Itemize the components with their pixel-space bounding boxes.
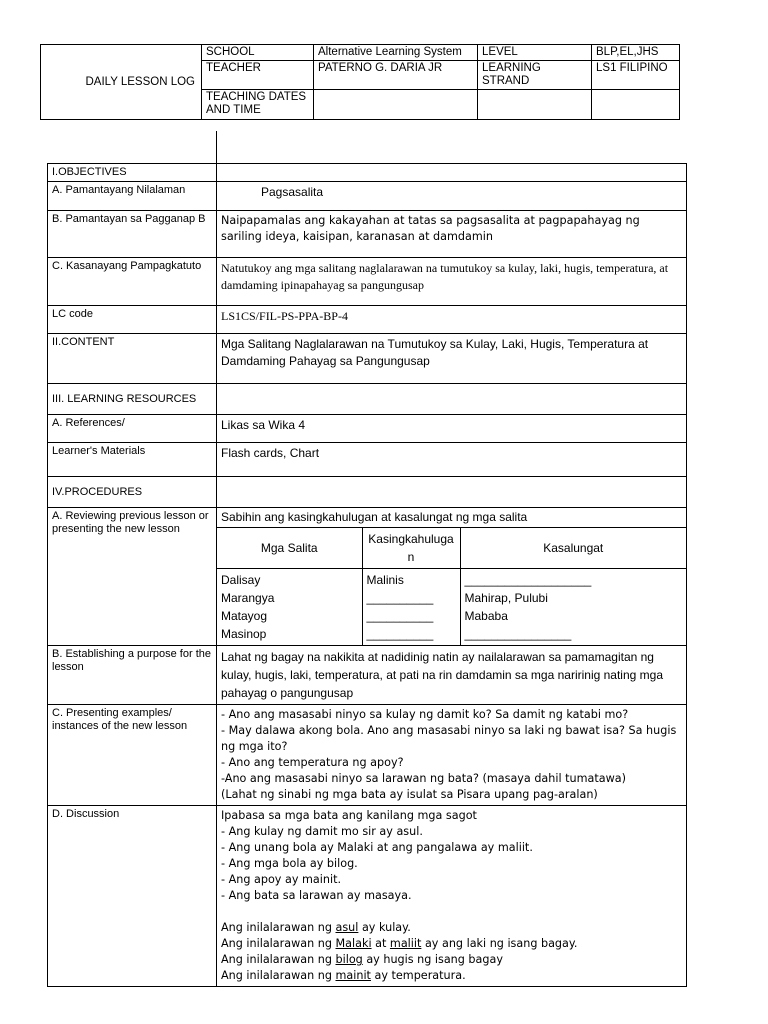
vocab-antonyms [460,569,686,646]
lc-code-value: LS1CS/FIL-PS-PPA-BP-4 [217,306,687,334]
vocab-synonym: __________ [366,609,434,623]
dates-value [314,90,478,120]
strand-value: LS1 FILIPINO [592,61,680,90]
summary-text: Ang inilalarawan ng [221,969,336,982]
discussion-line: Ipabasa sa mga bata ang kanilang mga sagot [221,809,477,822]
discussion-line: - Ang mga bola ay bilog. [221,857,358,870]
vocab-word: Dalisay [221,573,261,587]
content-label: II.CONTENT [48,334,217,384]
purpose-label: B. Establishing a purpose for the lesson [48,646,217,705]
references-value: Likas sa Wika 4 [217,415,687,443]
example-line: - Ano ang temperatura ng apoy? [221,756,404,769]
learner-materials-value: Flash cards, Chart [217,443,687,477]
document-title: DAILY LESSON LOG [41,45,202,120]
vocab-word: Matayog [221,609,268,623]
vocab-header-antonyms: Kasalungat [460,528,686,569]
vocab-table [217,528,686,645]
discussion-value [217,806,687,987]
vocab-word: Marangya [221,591,275,605]
vocab-antonym: Mababa [464,609,508,623]
summary-text: at [371,937,390,950]
lesson-table [47,163,687,987]
vocab-antonym: ___________________ [464,573,592,587]
underlined-word: bilog [335,953,363,966]
discussion-spacer [221,904,682,920]
examples-label: C. Presenting examples/ instances of the new lesson [48,705,217,806]
summary-text: Ang inilalarawan ng [221,953,336,966]
underlined-word: mainit [335,969,371,982]
discussion-line: - Ang unang bola ay Malaki at ang pangalawa ay maliit. [221,841,533,854]
competency-value: Natutukoy ang mga salitang naglalarawan na tumutukoy sa kulay, laki, hugis, temperatura, at damdaming ipinapahayag sa pangungusap [217,258,687,306]
procedures-heading: IV.PROCEDURES [48,477,217,508]
learner-materials-label: Learner's Materials [48,443,217,477]
summary-text: Ang inilalarawan ng [221,937,336,950]
level-value: BLP,EL,JHS [592,45,680,61]
discussion-line: - Ang apoy ay mainit. [221,873,342,886]
competency-label: C. Kasanayang Pampagkatuto [48,258,217,306]
vocab-header-synonyms: Kasingkahuluga n [362,528,460,569]
vocab-words [217,569,362,646]
references-label: A. References/ [48,415,217,443]
school-value: Alternative Learning System [314,45,478,61]
summary-text: ay kulay. [358,921,411,934]
dates-spacer [478,90,592,120]
summary-text: Ang inilalarawan ng [221,921,336,934]
objectives-blank [217,164,687,182]
content-standard-label: A. Pamantayang Nilalaman [48,182,217,211]
summary-line [221,920,682,936]
lc-code-label: LC code [48,306,217,334]
summary-line [221,936,682,952]
review-label: A. Reviewing previous lesson or presenting the new lesson [48,508,217,646]
example-line: - Ano ang masasabi ninyo sa kulay ng damit ko? Sa damit ng katabi mo? [221,708,629,721]
resources-heading: III. LEARNING RESOURCES [48,384,217,415]
content-standard-value [217,182,687,211]
performance-standard-label: B. Pamantayan sa Pagganap B [48,211,217,258]
underlined-word: asul [335,921,359,934]
procedures-blank [217,477,687,508]
divider-line [216,131,217,164]
underlined-word: maliit [389,937,422,950]
content-value: Mga Salitang Naglalarawan na Tumutukoy sa Kulay, Laki, Hugis, Temperatura at Damdaming Pahayag sa Pangungusap [217,334,687,384]
summary-text: ay ang laki ng isang bagay. [421,937,578,950]
level-label: LEVEL [478,45,592,61]
summary-text: ay temperatura. [370,969,466,982]
discussion-line: - Ang bata sa larawan ay masaya. [221,889,412,902]
resources-blank [217,384,687,415]
vocab-synonym: __________ [366,627,434,641]
discussion-line: - Ang kulay ng damit mo sir ay asul. [221,825,423,838]
objectives-heading: I.OBJECTIVES [48,164,217,182]
purpose-value: Lahat ng bagay na nakikita at nadidinig natin ay nailalarawan sa pamamagitan ng kulay, hugis, laki, temperatura, at pati na rin damdamin sa mga naririnig nating mga pahayag o pangungusap [217,646,687,705]
summary-line [221,968,682,984]
vocab-word: Masinop [221,627,267,641]
review-intro: Sabihin ang kasingkahulugan at kasalungat ng mga salita [217,508,686,528]
vocab-antonym: ________________ [464,627,572,641]
vocab-header-words: Mga Salita [217,528,362,569]
teacher-label: TEACHER [202,61,314,90]
teacher-value: PATERNO G. DARIA JR [314,61,478,90]
example-line: - May dalawa akong bola. Ano ang masasabi ninyo sa laki ng bawat isa? Sa hugis ng mga ito? [221,724,677,753]
summary-line [221,952,682,968]
summary-text: ay hugis ng isang bagay [362,953,503,966]
vocab-synonym: Malinis [366,573,404,587]
discussion-label: D. Discussion [48,806,217,987]
performance-standard-value: Naipapamalas ang kakayahan at tatas sa pagsasalita at pagpapahayag ng sariling ideya, kaisipan, karanasan at damdamin [217,211,687,258]
example-line: (Lahat ng sinabi ng mga bata ay isulat sa Pisara upang pag-aralan) [221,788,598,801]
school-label: SCHOOL [202,45,314,61]
content-standard-text: Pagsasalita [261,185,324,199]
vocab-synonyms [362,569,460,646]
underlined-word: Malaki [335,937,372,950]
dates-label: TEACHING DATES AND TIME [202,90,314,120]
vocab-synonym: __________ [366,591,434,605]
strand-label: LEARNING STRAND [478,61,592,90]
dates-spacer-2 [592,90,680,120]
review-cell [217,508,687,646]
vocab-antonym: Mahirap, Pulubi [464,591,548,605]
header-table [40,44,680,120]
example-line: -Ano ang masasabi ninyo sa larawan ng bata? (masaya dahil tumatawa) [221,772,626,785]
examples-value [217,705,687,806]
